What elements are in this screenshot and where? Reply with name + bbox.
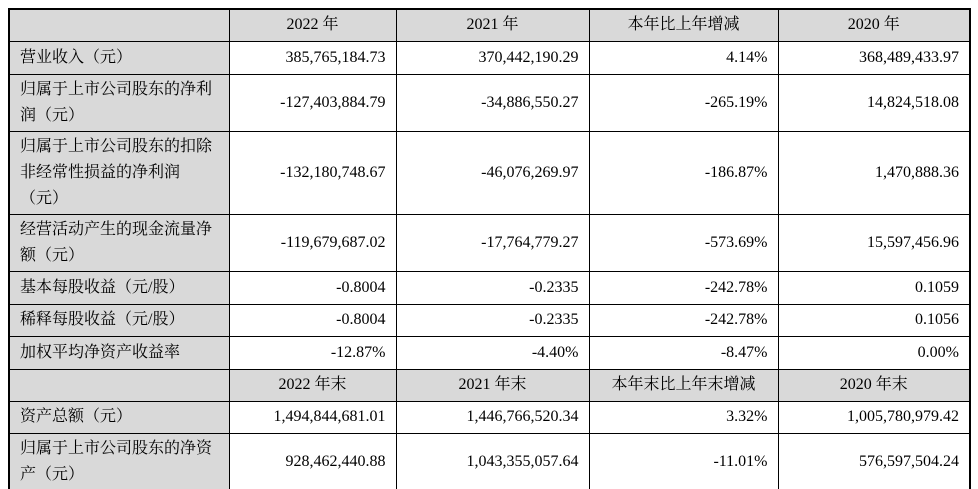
value-cell: -17,764,779.27	[396, 214, 589, 271]
value-cell: 15,597,456.96	[778, 214, 970, 271]
value-cell: -34,886,550.27	[396, 74, 589, 131]
header-year-2022: 2022 年	[229, 9, 396, 41]
table-row-net-profit	[9, 74, 970, 131]
value-cell: 14,824,518.08	[778, 74, 970, 131]
table-row-basic-eps	[9, 271, 970, 304]
row-label: 归属于上市公司股东的扣除非经常性损益的净利润（元）	[9, 131, 229, 214]
value-cell: 4.14%	[589, 41, 778, 74]
row-label: 归属于上市公司股东的净利润（元）	[9, 74, 229, 131]
header-corner-cell	[9, 9, 229, 41]
table-row-total-assets	[9, 401, 970, 433]
header-yoy-change: 本年比上年增减	[589, 9, 778, 41]
table-row-weighted-avg-roe	[9, 336, 970, 369]
value-cell: 1,446,766,520.34	[396, 401, 589, 433]
value-cell: -0.8004	[229, 304, 396, 336]
row-label: 归属于上市公司股东的净资产（元）	[9, 433, 229, 489]
value-cell: -265.19%	[589, 74, 778, 131]
value-cell: 1,005,780,979.42	[778, 401, 970, 433]
row-label: 基本每股收益（元/股）	[9, 271, 229, 304]
value-cell: 1,043,355,057.64	[396, 433, 589, 489]
period-header-row	[9, 9, 970, 41]
value-cell: 0.1056	[778, 304, 970, 336]
table-row-operating-cash-flow	[9, 214, 970, 271]
header-yearend-change: 本年末比上年末增减	[589, 369, 778, 401]
value-cell: -119,679,687.02	[229, 214, 396, 271]
value-cell: 576,597,504.24	[778, 433, 970, 489]
value-cell: 1,470,888.36	[778, 131, 970, 214]
value-cell: -12.87%	[229, 336, 396, 369]
table-row-operating-revenue	[9, 41, 970, 74]
value-cell: -242.78%	[589, 304, 778, 336]
table-row-diluted-eps	[9, 304, 970, 336]
header-yearend-2021: 2021 年末	[396, 369, 589, 401]
value-cell: -11.01%	[589, 433, 778, 489]
value-cell: 368,489,433.97	[778, 41, 970, 74]
row-label: 经营活动产生的现金流量净额（元）	[9, 214, 229, 271]
value-cell: -0.2335	[396, 271, 589, 304]
header-year-2021: 2021 年	[396, 9, 589, 41]
financial-summary-table	[8, 8, 971, 489]
value-cell: -46,076,269.97	[396, 131, 589, 214]
table-row-net-profit-excl-nonrecurring	[9, 131, 970, 214]
value-cell: 0.1059	[778, 271, 970, 304]
value-cell: 3.32%	[589, 401, 778, 433]
row-label: 营业收入（元）	[9, 41, 229, 74]
value-cell: -573.69%	[589, 214, 778, 271]
row-label: 资产总额（元）	[9, 401, 229, 433]
row-label: 稀释每股收益（元/股）	[9, 304, 229, 336]
row-label: 加权平均净资产收益率	[9, 336, 229, 369]
value-cell: -242.78%	[589, 271, 778, 304]
header-yearend-2020: 2020 年末	[778, 369, 970, 401]
value-cell: -0.8004	[229, 271, 396, 304]
value-cell: 385,765,184.73	[229, 41, 396, 74]
value-cell: -127,403,884.79	[229, 74, 396, 131]
value-cell: -8.47%	[589, 336, 778, 369]
value-cell: -132,180,748.67	[229, 131, 396, 214]
value-cell: -186.87%	[589, 131, 778, 214]
table-row-net-assets	[9, 433, 970, 489]
period-end-header-row	[9, 369, 970, 401]
value-cell: 370,442,190.29	[396, 41, 589, 74]
value-cell: 928,462,440.88	[229, 433, 396, 489]
value-cell: 0.00%	[778, 336, 970, 369]
header-year-2020: 2020 年	[778, 9, 970, 41]
value-cell: -4.40%	[396, 336, 589, 369]
value-cell: -0.2335	[396, 304, 589, 336]
header-yearend-2022: 2022 年末	[229, 369, 396, 401]
header-corner-cell	[9, 369, 229, 401]
value-cell: 1,494,844,681.01	[229, 401, 396, 433]
